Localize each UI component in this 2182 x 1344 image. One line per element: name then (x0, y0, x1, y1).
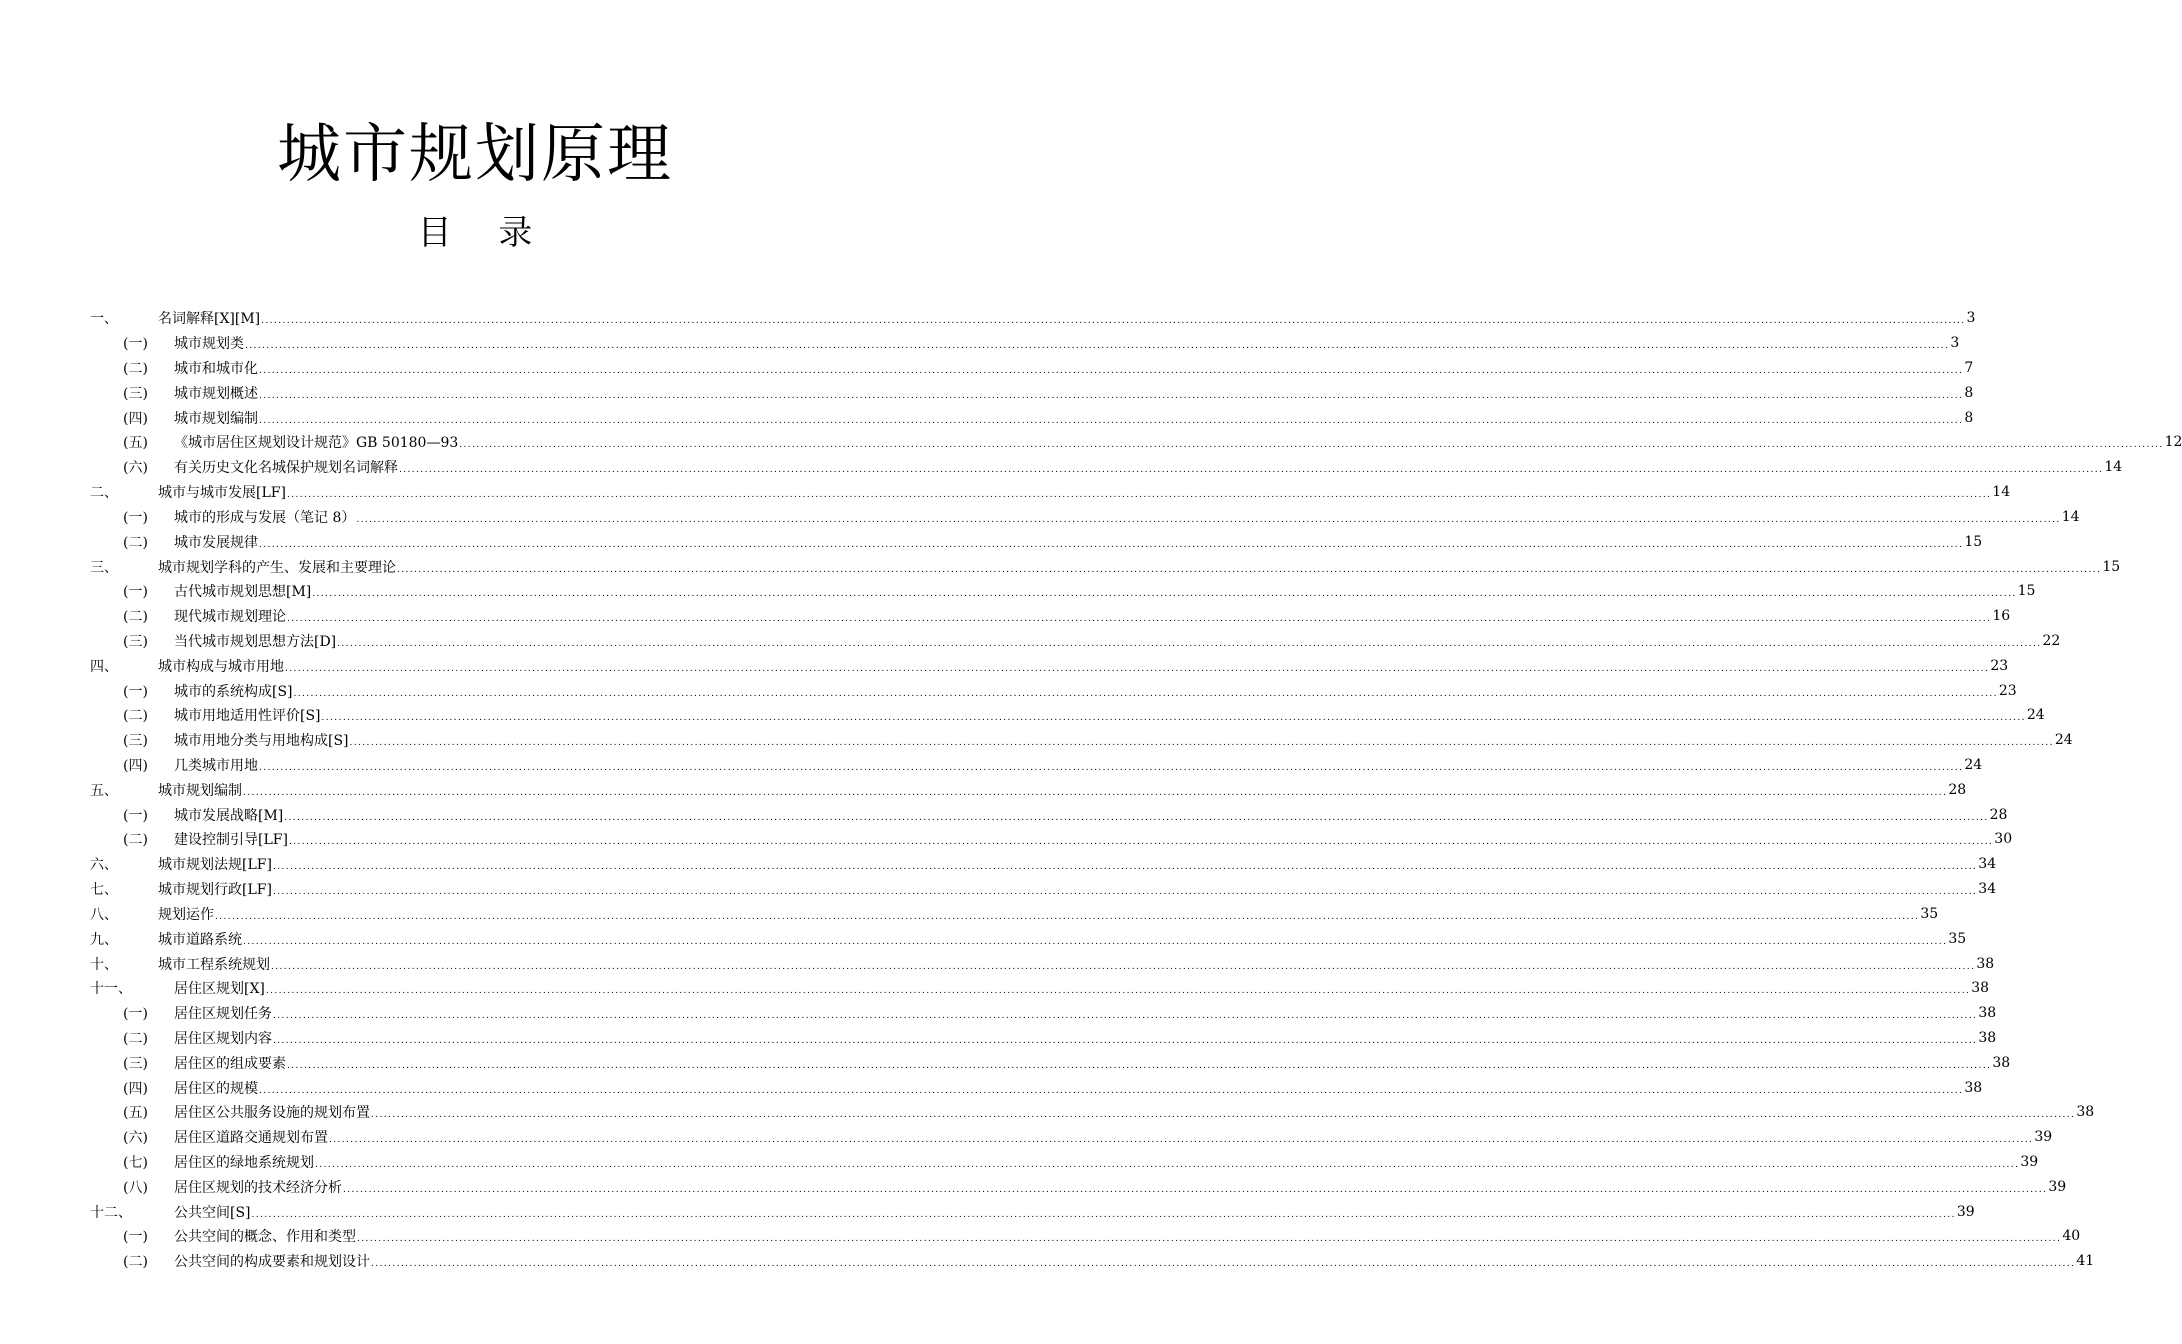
toc-entry-number: (二) (123, 1030, 148, 1047)
toc-entry-number: (二) (123, 832, 148, 849)
toc-dot-leader: ................................................................................................................................................................................................................................................................................................................................................................................................................ (321, 713, 2026, 724)
toc-entry-number: (五) (123, 1105, 148, 1122)
toc-entry[interactable] (90, 405, 1974, 430)
toc-page-number: 38 (1992, 1054, 2011, 1071)
toc-entry-title: 城市构成与城市用地 (158, 658, 284, 675)
toc-dot-leader: ................................................................................................................................................................................................................................................................................................................................................................................................................ (273, 1035, 1978, 1046)
toc-dot-leader: ................................................................................................................................................................................................................................................................................................................................................................................................................ (259, 390, 1964, 401)
table-of-contents (90, 306, 2182, 1274)
toc-entry[interactable] (90, 306, 1976, 331)
toc-entry-number: (七) (123, 1155, 148, 1172)
toc-dot-leader: ................................................................................................................................................................................................................................................................................................................................................................................................................ (273, 1011, 1978, 1022)
toc-entry-number: (四) (123, 410, 148, 427)
toc-entry-title: 城市规划编制 (174, 410, 258, 427)
toc-page-number: 14 (2104, 459, 2123, 476)
toc-dot-leader: ................................................................................................................................................................................................................................................................................................................................................................................................................ (286, 490, 1992, 501)
toc-page-number: 8 (1964, 409, 1974, 426)
toc-entry-title: 居住区的组成要素 (174, 1055, 286, 1072)
toc-entry-number: (一) (123, 336, 148, 353)
toc-dot-leader: ................................................................................................................................................................................................................................................................................................................................................................................................................ (459, 440, 2164, 451)
toc-entry[interactable] (90, 356, 1974, 381)
toc-entry-number: 三、 (90, 559, 118, 576)
toc-entry[interactable] (90, 430, 2182, 455)
toc-dot-leader: ................................................................................................................................................................................................................................................................................................................................................................................................................ (287, 1060, 1992, 1071)
toc-entry-title: 城市工程系统规划 (158, 956, 270, 973)
toc-page-number: 38 (2076, 1104, 2095, 1121)
toc-entry-number: (二) (123, 361, 148, 378)
toc-page-number: 30 (1994, 831, 2013, 848)
toc-entry-number: (五) (123, 435, 148, 452)
toc-entry[interactable] (90, 902, 1939, 927)
toc-entry-number: (四) (123, 758, 148, 775)
toc-entry[interactable] (90, 629, 2061, 654)
toc-page-number: 39 (1956, 1203, 1975, 1220)
toc-entry-title: 现代城市规划理论 (174, 609, 286, 626)
toc-dot-leader: ................................................................................................................................................................................................................................................................................................................................................................................................................ (243, 787, 1948, 798)
toc-page-number: 24 (2026, 707, 2045, 724)
toc-entry-title: 几类城市用地 (174, 758, 258, 775)
toc-dot-leader: ................................................................................................................................................................................................................................................................................................................................................................................................................ (343, 1184, 2048, 1195)
toc-entry-title: 居住区规划任务 (174, 1006, 272, 1023)
toc-page-number: 39 (2020, 1154, 2039, 1171)
toc-entry-title: 居住区道路交通规划布置 (174, 1130, 328, 1147)
toc-entry-number: 九、 (90, 931, 118, 948)
toc-entry[interactable] (90, 653, 2009, 678)
toc-page-number: 35 (1920, 905, 1939, 922)
toc-dot-leader: ................................................................................................................................................................................................................................................................................................................................................................................................................ (261, 316, 1966, 327)
toc-entry-number: (二) (123, 534, 148, 551)
toc-entry-title: 公共空间的概念、作用和类型 (174, 1229, 356, 1246)
toc-page-number: 23 (1998, 682, 2017, 699)
toc-entry-title: 居住区的规模 (174, 1080, 258, 1097)
toc-page-number: 41 (2076, 1253, 2095, 1270)
toc-entry-title: 名词解释[X][M] (158, 311, 261, 328)
toc-entry-number: (二) (123, 1254, 148, 1271)
toc-entry-number: (八) (123, 1179, 148, 1196)
toc-dot-leader: ................................................................................................................................................................................................................................................................................................................................................................................................................ (337, 638, 2042, 649)
toc-dot-leader: ................................................................................................................................................................................................................................................................................................................................................................................................................ (349, 738, 2054, 749)
toc-entry-number: 十一、 (90, 981, 132, 998)
toc-dot-leader: ................................................................................................................................................................................................................................................................................................................................................................................................................ (272, 887, 1978, 898)
toc-dot-leader: ................................................................................................................................................................................................................................................................................................................................................................................................................ (371, 1110, 2076, 1121)
toc-entry-number: 二、 (90, 485, 118, 502)
toc-entry-title: 城市和城市化 (174, 361, 258, 378)
toc-dot-leader: ................................................................................................................................................................................................................................................................................................................................................................................................................ (215, 911, 1920, 922)
toc-page-number: 24 (2054, 732, 2073, 749)
toc-entry[interactable] (90, 1100, 2095, 1125)
toc-dot-leader: ................................................................................................................................................................................................................................................................................................................................................................................................................ (315, 1160, 2020, 1171)
toc-entry[interactable] (90, 1001, 1997, 1026)
toc-entry-number: (三) (123, 385, 148, 402)
toc-entry-title: 城市与城市发展[LF] (158, 485, 286, 502)
toc-dot-leader: ................................................................................................................................................................................................................................................................................................................................................................................................................ (284, 812, 1989, 823)
toc-entry-number: 十二、 (90, 1204, 132, 1221)
toc-entry[interactable] (90, 1075, 1983, 1100)
toc-page-number: 34 (1978, 881, 1997, 898)
toc-entry-title: 居住区公共服务设施的规划布置 (174, 1105, 370, 1122)
toc-entry-number: (六) (123, 1130, 148, 1147)
toc-dot-leader: ................................................................................................................................................................................................................................................................................................................................................................................................................ (357, 1234, 2062, 1245)
document-title: 城市规划原理 (277, 117, 673, 192)
toc-dot-leader: ................................................................................................................................................................................................................................................................................................................................................................................................................ (287, 614, 1992, 625)
toc-page-number: 24 (1964, 757, 1983, 774)
toc-page-number: 35 (1948, 930, 1967, 947)
toc-page-number: 15 (1964, 533, 1983, 550)
toc-entry-title: 城市的形成与发展（笔记 8） (174, 509, 356, 526)
toc-entry[interactable] (90, 703, 2045, 728)
toc-entry-number: (一) (123, 509, 148, 526)
toc-page-number: 38 (1964, 1079, 1983, 1096)
toc-entry-number: (二) (123, 708, 148, 725)
toc-page-number: 15 (2017, 583, 2036, 600)
toc-dot-leader: ................................................................................................................................................................................................................................................................................................................................................................................................................ (288, 837, 1994, 848)
toc-entry-title: 城市用地适用性评价[S] (174, 708, 321, 725)
toc-page-number: 8 (1964, 384, 1974, 401)
toc-entry-title: 城市发展规律 (174, 534, 258, 551)
toc-entry-number: 四、 (90, 658, 118, 675)
toc-entry[interactable] (90, 728, 2073, 753)
toc-entry-title: 城市发展战略[M] (174, 807, 284, 824)
toc-dot-leader: ................................................................................................................................................................................................................................................................................................................................................................................................................ (259, 415, 1964, 426)
toc-entry[interactable] (90, 1150, 2039, 1175)
toc-page-number: 12 (2164, 434, 2182, 451)
toc-entry-title: 当代城市规划思想方法[D] (174, 633, 337, 650)
toc-entry-number: (一) (123, 1229, 148, 1246)
toc-dot-leader: ................................................................................................................................................................................................................................................................................................................................................................................................................ (259, 539, 1964, 550)
toc-page-number: 14 (1992, 484, 2011, 501)
toc-entry-number: (三) (123, 1055, 148, 1072)
toc-dot-leader: ................................................................................................................................................................................................................................................................................................................................................................................................................ (245, 341, 1950, 352)
toc-entry[interactable] (90, 1199, 1975, 1224)
toc-entry[interactable] (90, 1224, 2081, 1249)
toc-entry-title: 城市规划概述 (174, 385, 258, 402)
toc-dot-leader: ................................................................................................................................................................................................................................................................................................................................................................................................................ (272, 862, 1978, 873)
toc-dot-leader: ................................................................................................................................................................................................................................................................................................................................................................................................................ (259, 1085, 1964, 1096)
toc-entry-number: 五、 (90, 782, 118, 799)
toc-page-number: 40 (2062, 1228, 2081, 1245)
toc-entry-title: 公共空间的构成要素和规划设计 (174, 1254, 370, 1271)
toc-entry[interactable] (90, 480, 2011, 505)
toc-entry[interactable] (90, 331, 1960, 356)
toc-page-number: 38 (1978, 1005, 1997, 1022)
toc-entry-number: (三) (123, 733, 148, 750)
toc-page-number: 39 (2034, 1129, 2053, 1146)
toc-entry-number: 一、 (90, 311, 118, 328)
toc-page-number: 38 (1976, 955, 1995, 972)
toc-heading: 目 录 (417, 213, 533, 253)
toc-dot-leader: ................................................................................................................................................................................................................................................................................................................................................................................................................ (265, 986, 1971, 997)
toc-entry-title: 古代城市规划思想[M] (174, 584, 312, 601)
toc-entry-title: 城市用地分类与用地构成[S] (174, 733, 349, 750)
toc-entry-number: (三) (123, 633, 148, 650)
toc-page-number: 7 (1964, 360, 1974, 377)
toc-entry-title: 建设控制引导[LF] (174, 832, 288, 849)
toc-entry[interactable] (90, 455, 2123, 480)
toc-entry-title: 城市规划编制 (158, 782, 242, 799)
toc-entry[interactable] (90, 678, 2017, 703)
toc-entry[interactable] (90, 1249, 2095, 1274)
toc-entry-title: 城市的系统构成[S] (174, 683, 293, 700)
toc-dot-leader: ................................................................................................................................................................................................................................................................................................................................................................................................................ (271, 961, 1976, 972)
toc-page-number: 39 (2048, 1178, 2067, 1195)
toc-entry-number: (四) (123, 1080, 148, 1097)
toc-entry-title: 规划运作 (158, 906, 214, 923)
toc-entry[interactable] (90, 753, 1983, 778)
toc-page-number: 14 (2061, 508, 2080, 525)
toc-entry[interactable] (90, 554, 2121, 579)
toc-dot-leader: ................................................................................................................................................................................................................................................................................................................................................................................................................ (329, 1135, 2034, 1146)
toc-page-number: 38 (1978, 1029, 1997, 1046)
toc-entry-number: 十、 (90, 956, 118, 973)
toc-page-number: 23 (1990, 657, 2009, 674)
toc-page-number: 28 (1989, 806, 2008, 823)
toc-dot-leader: ................................................................................................................................................................................................................................................................................................................................................................................................................ (259, 763, 1964, 774)
toc-entry-number: (一) (123, 807, 148, 824)
toc-entry[interactable] (90, 604, 2011, 629)
toc-dot-leader: ................................................................................................................................................................................................................................................................................................................................................................................................................ (312, 589, 2017, 600)
toc-entry-title: 城市道路系统 (158, 931, 242, 948)
toc-page-number: 3 (1966, 310, 1976, 327)
toc-dot-leader: ................................................................................................................................................................................................................................................................................................................................................................................................................ (293, 688, 1998, 699)
toc-dot-leader: ................................................................................................................................................................................................................................................................................................................................................................................................................ (251, 1209, 1956, 1220)
toc-dot-leader: ................................................................................................................................................................................................................................................................................................................................................................................................................ (371, 1259, 2076, 1270)
toc-entry-title: 居住区的绿地系统规划 (174, 1155, 314, 1172)
toc-dot-leader: ................................................................................................................................................................................................................................................................................................................................................................................................................ (285, 663, 1990, 674)
toc-entry[interactable] (90, 1125, 2053, 1150)
toc-page-number: 34 (1978, 856, 1997, 873)
toc-entry-number: 六、 (90, 857, 118, 874)
toc-page-number: 15 (2102, 558, 2121, 575)
toc-entry-title: 有关历史文化名城保护规划名词解释 (174, 460, 398, 477)
toc-entry[interactable] (90, 579, 2036, 604)
toc-entry[interactable] (90, 926, 1967, 951)
toc-entry[interactable] (90, 1050, 2011, 1075)
toc-entry[interactable] (90, 877, 1997, 902)
toc-entry-number: (一) (123, 1006, 148, 1023)
toc-entry[interactable] (90, 1174, 2067, 1199)
toc-dot-leader: ................................................................................................................................................................................................................................................................................................................................................................................................................ (259, 366, 1964, 377)
toc-entry[interactable] (90, 529, 1983, 554)
toc-page-number: 16 (1992, 608, 2011, 625)
toc-entry[interactable] (90, 505, 2080, 530)
toc-dot-leader: ................................................................................................................................................................................................................................................................................................................................................................................................................ (399, 465, 2104, 476)
toc-page-number: 3 (1950, 335, 1960, 352)
toc-entry[interactable] (90, 852, 1997, 877)
toc-entry-number: (六) (123, 460, 148, 477)
toc-entry-title: 居住区规划[X] (174, 981, 265, 998)
toc-dot-leader: ................................................................................................................................................................................................................................................................................................................................................................................................................ (356, 514, 2061, 525)
toc-entry-number: (二) (123, 609, 148, 626)
toc-entry-title: 城市规划类 (174, 336, 244, 353)
toc-entry-title: 城市规划学科的产生、发展和主要理论 (158, 559, 396, 576)
toc-dot-leader: ................................................................................................................................................................................................................................................................................................................................................................................................................ (243, 936, 1948, 947)
toc-entry[interactable] (90, 951, 1995, 976)
toc-entry-number: 八、 (90, 906, 118, 923)
toc-entry-title: 居住区规划的技术经济分析 (174, 1179, 342, 1196)
toc-entry[interactable] (90, 1026, 1997, 1051)
toc-page-number: 38 (1971, 980, 1990, 997)
toc-entry[interactable] (90, 976, 1990, 1001)
toc-page-number: 28 (1948, 781, 1967, 798)
toc-entry[interactable] (90, 380, 1974, 405)
toc-entry-title: 居住区规划内容 (174, 1030, 272, 1047)
toc-entry-number: (一) (123, 683, 148, 700)
toc-entry-title: 城市规划法规[LF] (158, 857, 272, 874)
toc-dot-leader: ................................................................................................................................................................................................................................................................................................................................................................................................................ (397, 564, 2102, 575)
toc-entry[interactable] (90, 802, 2008, 827)
toc-entry-number: (一) (123, 584, 148, 601)
toc-entry-number: 七、 (90, 882, 118, 899)
toc-entry-title: 城市规划行政[LF] (158, 882, 272, 899)
toc-entry[interactable] (90, 827, 2013, 852)
toc-entry-title: 公共空间[S] (174, 1204, 251, 1221)
toc-entry-title: 《城市居住区规划设计规范》GB 50180—93 (174, 435, 459, 452)
toc-page-number: 22 (2042, 632, 2061, 649)
toc-entry[interactable] (90, 777, 1967, 802)
